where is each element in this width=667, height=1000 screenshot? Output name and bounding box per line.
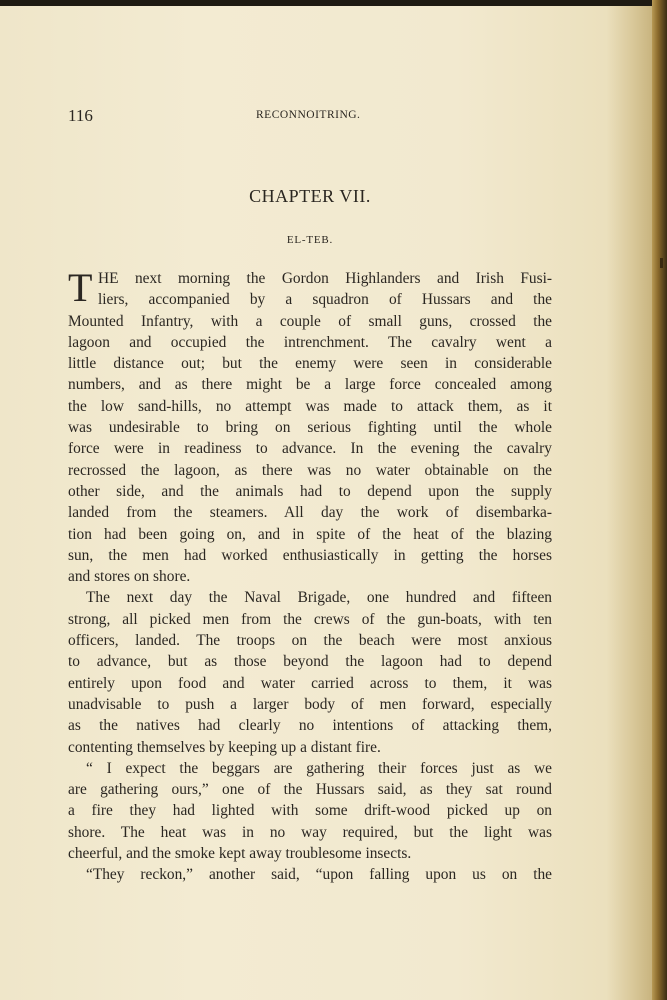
text-line: force were in readiness to advance. In the evening the cavalry <box>68 440 552 458</box>
text-line: landed from the steamers. All day the work of disembarka- <box>68 504 552 522</box>
text-line: the low sand-hills, no attempt was made to attack them, as it <box>68 397 552 415</box>
text-line: sun, the men had worked enthusiastically in getting the horses <box>68 546 552 564</box>
page-number: 116 <box>68 106 93 125</box>
text-line: tion had been going on, and in spite of the heat of the blazing <box>68 525 552 543</box>
text-line: lagoon and occupied the intrenchment. The cavalry went a <box>68 333 552 351</box>
text-line: and stores on shore. <box>68 568 191 586</box>
text-line: little distance out; but the enemy were seen in considerable <box>68 355 552 373</box>
chapter-subtitle: EL-TEB. <box>286 234 334 246</box>
text-line: Mounted Infantry, with a couple of small guns, crossed the <box>68 312 552 330</box>
text-line: liers, accompanied by a squadron of Hussars and the <box>98 291 552 309</box>
text-line: HE next morning the Gordon Highlanders and Irish Fusi- <box>98 270 552 287</box>
text-line: cheerful, and the smoke kept away troublesome insects. <box>68 845 412 863</box>
text-line: a fire they had lighted with some drift-wood picked up on <box>68 802 552 820</box>
body-text <box>68 265 552 886</box>
running-head <box>68 106 568 128</box>
text-line: contenting themselves by keeping up a distant fire. <box>68 738 381 756</box>
chapter-title: CHAPTER VII. <box>249 186 371 206</box>
text-line: “They reckon,” another said, “upon falling upon us on the <box>86 866 552 884</box>
text-line: strong, all picked men from the crews of the gun-boats, with ten <box>68 610 552 628</box>
running-title: RECONNOITRING. <box>256 109 361 121</box>
text-line: unadvisable to push a larger body of men forward, especially <box>68 695 552 713</box>
text-line: The next day the Naval Brigade, one hundred and fifteen <box>86 589 552 607</box>
text-line: to advance, but as those beyond the lagoon had to depend <box>68 653 552 671</box>
text-line: officers, landed. The troops on the beach were most anxious <box>68 632 552 650</box>
text-line: “ I expect the beggars are gathering their forces just as we <box>86 759 552 777</box>
text-line: are gathering ours,” one of the Hussars said, as they sat round <box>68 781 552 799</box>
text-line: numbers, and as there might be a large force concealed among <box>68 376 552 394</box>
text-line: entirely upon food and water carried across to them, it was <box>68 674 552 692</box>
book-spine-edge <box>652 0 667 1000</box>
text-line: recrossed the lagoon, as there was no water obtainable on the <box>68 461 552 479</box>
book-page <box>0 6 652 1000</box>
text-line: as the natives had clearly no intentions of attacking them, <box>68 717 552 735</box>
text-line: shore. The heat was in no way required, but the light was <box>68 823 552 841</box>
page-edge-mark <box>660 258 663 268</box>
drop-cap: T <box>68 265 93 310</box>
text-line: was undesirable to bring on serious fighting until the whole <box>68 419 552 437</box>
text-line: other side, and the animals had to depend upon the supply <box>68 482 552 500</box>
